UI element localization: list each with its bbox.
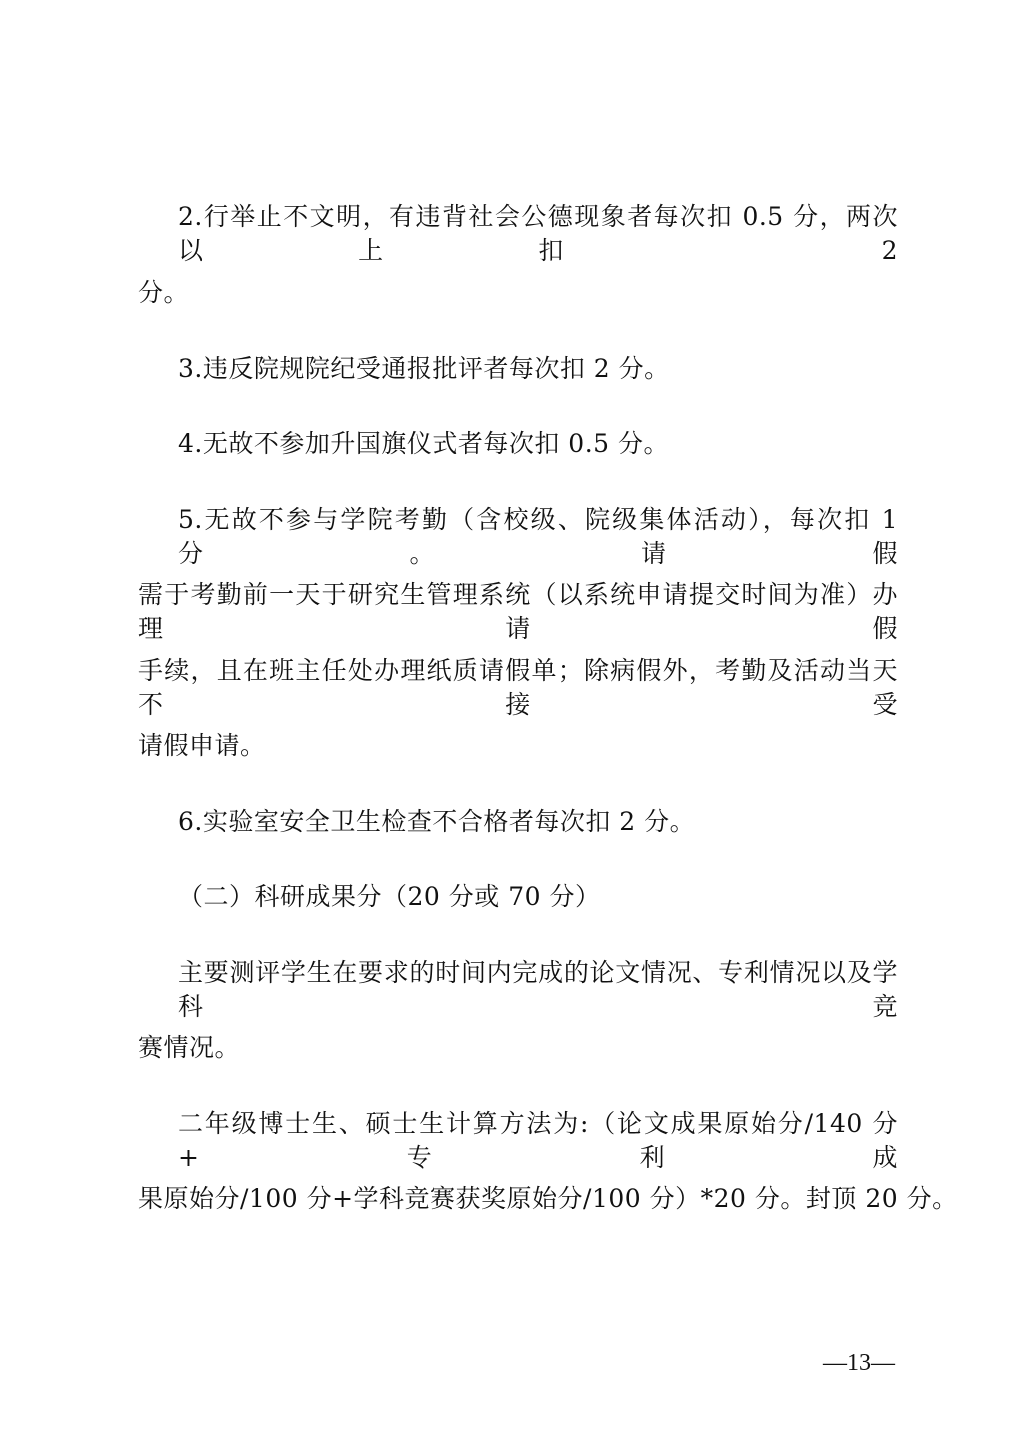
text-line-item-5-cont-2: 手续，且在班主任处办理纸质请假单；除病假外，考勤及活动当天不接受: [138, 656, 898, 719]
text-line-summary-cont: 赛情况。: [138, 1033, 241, 1062]
text-line-formula: 二年级博士生、硕士生计算方法为:（论文成果原始分/140 分+专利成: [178, 1109, 898, 1172]
text-line-item-5-cont-1: 需于考勤前一天于研究生管理系统（以系统申请提交时间为准）办理请假: [138, 580, 898, 643]
section-heading: （二）科研成果分（20 分或 70 分）: [178, 882, 601, 911]
text-line-item-3: 3.违反院规院纪受通报批评者每次扣 2 分。: [178, 354, 670, 383]
text-line-item-5: 5.无故不参与学院考勤（含校级、院级集体活动），每次扣 1 分。请假: [178, 505, 898, 568]
text-line-summary: 主要测评学生在要求的时间内完成的论文情况、专利情况以及学科竞: [178, 958, 898, 1021]
text-line-item-2: 2.行举止不文明，有违背社会公德现象者每次扣 0.5 分，两次以上扣 2: [178, 202, 898, 265]
text-line-formula-cont: 果原始分/100 分+学科竞赛获奖原始分/100 分）*20 分。封顶 20 分。: [138, 1184, 958, 1213]
page-number: —13—: [823, 1350, 895, 1376]
text-line-item-5-cont-3: 请假申请。: [138, 731, 266, 760]
text-line-item-4: 4.无故不参加升国旗仪式者每次扣 0.5 分。: [178, 429, 670, 458]
text-line-item-6: 6.实验室安全卫生检查不合格者每次扣 2 分。: [178, 807, 696, 836]
text-line-item-2-cont: 分。: [138, 278, 190, 307]
